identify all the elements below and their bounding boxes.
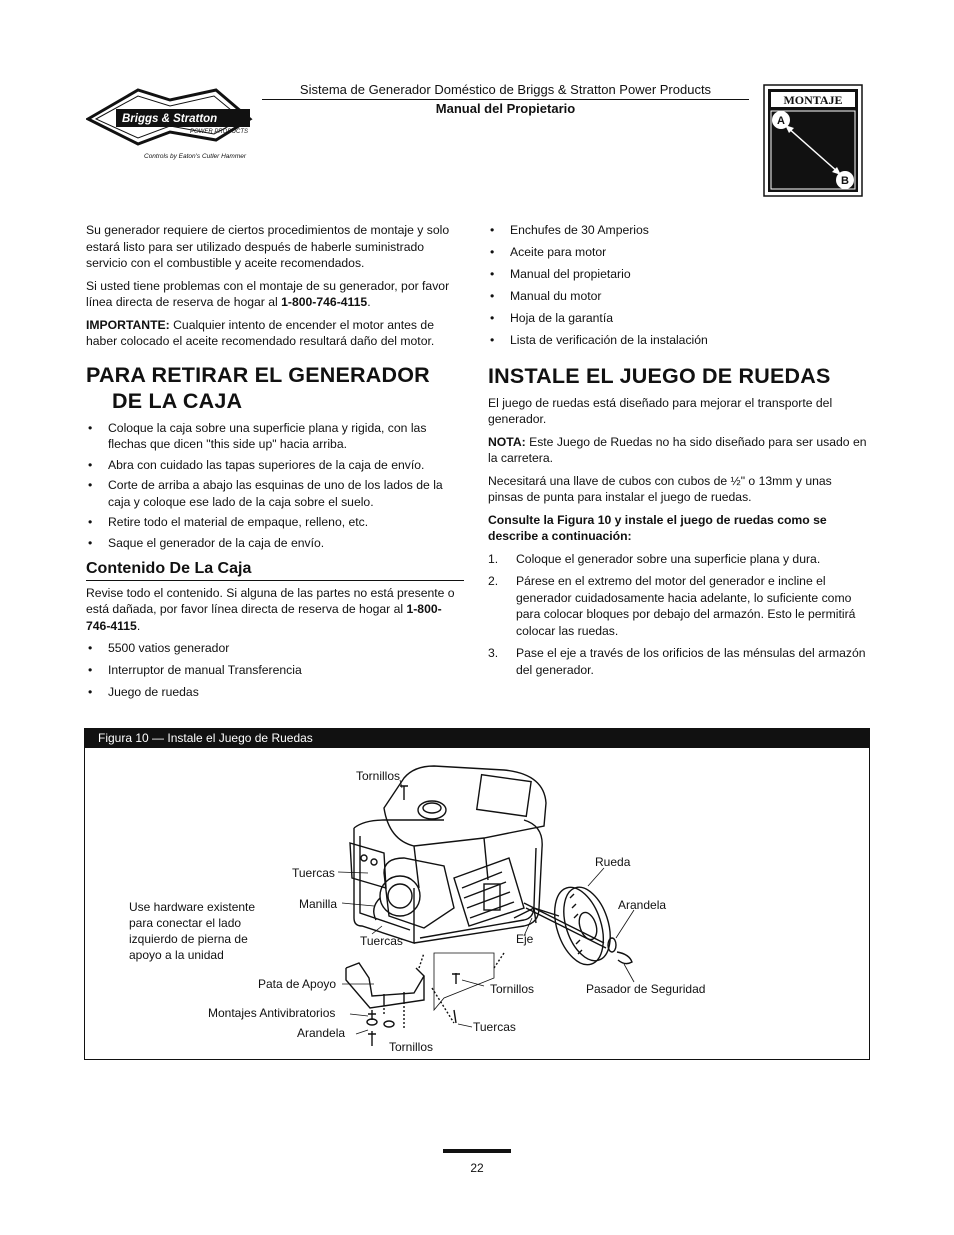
- list-item: • Saque el generador de la caja de envío.: [86, 535, 464, 552]
- list-item: • Coloque la caja sobre una superficie plana y rigida, con las flechas que dicen "this side up" hacia arriba.: [86, 420, 464, 453]
- list-item: • Corte de arriba a abajo las esquinas de uno de los lados de la caja y coloque ese lado de la caja sobre el suelo.: [86, 477, 464, 510]
- important-label: IMPORTANTE:: [86, 317, 170, 332]
- problems-end: .: [367, 295, 371, 309]
- important-text: Cualquier intento de encender el motor antes de haber colocado el aceite recomendado resultará daño del motor.: [86, 317, 435, 348]
- label-tuercas-mid: Tuercas: [360, 934, 403, 948]
- heading-remove-line2: DE LA CAJA: [112, 388, 243, 413]
- label-tuercas-bottom: Tuercas: [473, 1020, 516, 1034]
- note-line: para conectar el lado: [129, 916, 242, 930]
- step-number: 2.: [488, 574, 499, 588]
- label-tornillos-mid: Tornillos: [490, 982, 535, 996]
- note-label: NOTA:: [488, 434, 526, 449]
- contents-list-right: [488, 222, 870, 349]
- contents-phone: 1-800-746-4115: [86, 602, 442, 633]
- briggs-stratton-logo: [86, 86, 254, 162]
- list-item: • Retire todo el material de empaque, relleno, etc.: [86, 514, 464, 531]
- footer-bar: [443, 1149, 511, 1153]
- header-rule: [262, 99, 749, 100]
- wheels-intro: El juego de ruedas está diseñado para mejorar el transporte del generador.: [488, 395, 833, 426]
- heading-remove-generator: [86, 362, 464, 414]
- step-text: Párese en el extremo del motor del generador e incline el generador cuidadosamente hacia adelante, lo suficiente como para colocar bloques por debajo del armazón. Esto le permitirá colocar las ruedas.: [516, 574, 856, 638]
- list-item: • Enchufes de 30 Amperios: [488, 222, 870, 239]
- label-tornillos-bottom: Tornillos: [389, 1040, 434, 1054]
- heading-remove-line1: PARA RETIRAR EL GENERADOR: [86, 362, 430, 387]
- problems-text: Si usted tiene problemas con el montaje de su generador, por favor línea directa de reserva de hogar al: [86, 278, 450, 309]
- list-item: • 5500 vatios generador: [86, 640, 464, 657]
- contents-list-left: [86, 640, 464, 701]
- logo-brand: Briggs & Stratton: [122, 113, 218, 125]
- step-number: 3.: [488, 646, 499, 660]
- note-line: apoyo a la unidad: [129, 948, 224, 962]
- note-line: izquierdo de pierna de: [129, 932, 248, 946]
- step-number: 1.: [488, 551, 499, 566]
- list-item: [488, 573, 870, 639]
- important-paragraph: [86, 317, 464, 350]
- tab-a-label: A: [777, 115, 785, 127]
- note-text: Este Juego de Ruedas no ha sido diseñado para ser usado en la carretera.: [488, 434, 867, 465]
- figure-caption: Figura 10 — Instale el Juego de Ruedas: [98, 731, 313, 745]
- list-item: • Lista de verificación de la instalación: [488, 332, 870, 349]
- heading-box-contents: Contenido De La Caja: [86, 561, 464, 581]
- page-number: 22: [470, 1161, 484, 1175]
- label-tuercas-left: Tuercas: [292, 866, 335, 880]
- list-item: [488, 551, 870, 568]
- phone-number: 1-800-746-4115: [281, 295, 368, 309]
- step-text: Coloque el generador sobre una superficie plana y dura.: [516, 551, 821, 566]
- logo-tagline: Controls by Eaton's Cutler Hammer: [144, 153, 247, 160]
- montaje-section-tab: [763, 84, 863, 197]
- consult-paragraph: [488, 512, 870, 545]
- figure-caption-bar: [84, 728, 870, 748]
- remove-steps-list: [86, 420, 464, 552]
- contents-end: .: [136, 618, 141, 633]
- heading-install-wheels: INSTALE EL JUEGO DE RUEDAS: [488, 363, 831, 388]
- figure-note: [129, 899, 255, 963]
- label-pata-apoyo: Pata de Apoyo: [258, 977, 337, 991]
- list-item: • Abra con cuidado las tapas superiores de la caja de envío.: [86, 457, 464, 474]
- list-item: • Manual del propietario: [488, 266, 870, 283]
- header-subtitle: Manual del Propietario: [435, 101, 576, 116]
- label-pasador: Pasador de Seguridad: [586, 982, 706, 996]
- label-tornillos-top: Tornillos: [356, 769, 401, 783]
- list-item: • Interruptor de manual Transferencia: [86, 662, 464, 679]
- logo-sub: POWER PRODUCTS: [190, 129, 249, 135]
- step-text: Pase el eje a través de los orificios de las ménsulas del armazón del generador.: [516, 646, 866, 677]
- label-arandela-left: Arandela: [297, 1026, 346, 1040]
- problems-paragraph: [86, 278, 464, 311]
- contents-text: Revise todo el contenido. Si alguna de las partes no está presente o está dañada, por favor línea directa de reserva de hogar al: [86, 585, 455, 616]
- label-eje: Eje: [516, 932, 534, 946]
- list-item: • Manual du motor: [488, 288, 870, 305]
- label-montajes: Montajes Antivibratorios: [208, 1006, 336, 1020]
- consult-text: Consulte la Figura 10 y instale el juego de ruedas como se describe a continuación:: [488, 512, 827, 543]
- tab-b-label: B: [841, 175, 849, 187]
- left-column: [86, 222, 464, 706]
- header-title: Sistema de Generador Doméstico de Briggs & Stratton Power Products: [299, 82, 712, 97]
- intro-paragraph: Su generador requiere de ciertos procedimientos de montaje y solo estará listo para ser utilizado después de haberle suministrado servicio con el combustible y aceite recomendados.: [86, 223, 450, 270]
- wheel-steps-list: [488, 551, 870, 679]
- right-column: [488, 222, 870, 684]
- list-item: • Aceite para motor: [488, 244, 870, 261]
- contents-paragraph: [86, 585, 464, 635]
- label-rueda: Rueda: [595, 855, 631, 869]
- label-manilla: Manilla: [299, 897, 338, 911]
- note-line: Use hardware existente: [129, 900, 256, 914]
- list-item: [488, 645, 870, 678]
- list-item: • Hoja de la garantía: [488, 310, 870, 327]
- tools-paragraph: Necesitará una llave de cubos con cubos de ½" o 13mm y unas pinsas de punta para instalar el juego de ruedas.: [488, 473, 832, 504]
- label-arandela-right: Arandela: [618, 898, 667, 912]
- montaje-label: MONTAJE: [783, 93, 843, 107]
- list-item: • Juego de ruedas: [86, 684, 464, 701]
- note-paragraph: [488, 434, 870, 467]
